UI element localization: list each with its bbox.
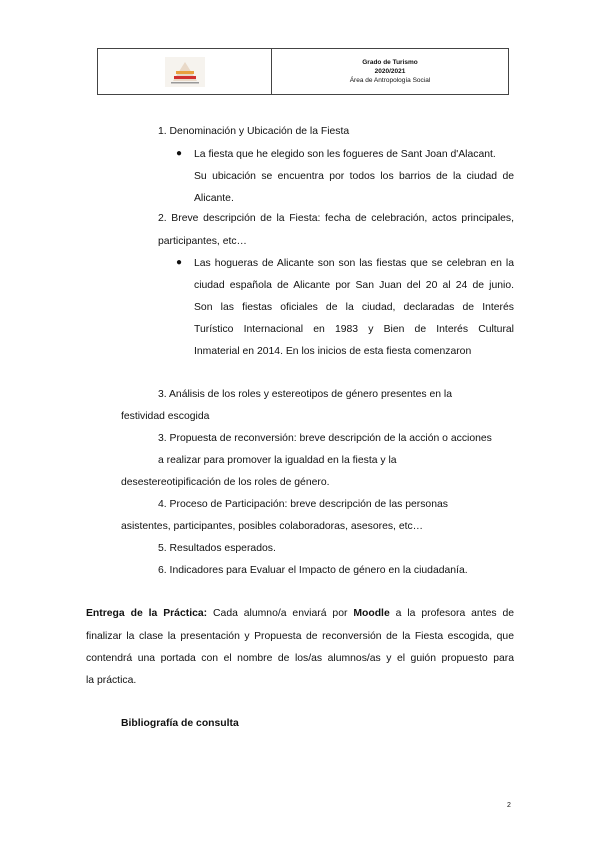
delivery-line-4: la práctica. [86, 675, 137, 686]
item-1: 1. Denominación y Ubicación de la Fiesta [158, 126, 350, 137]
delivery-line-3: contendrá una portada con el nombre de los/as alumnos/as y el guión propuesto para [86, 653, 514, 664]
item-3b-line-1: 3. Propuesta de reconversión: breve descripción de la acción o acciones [158, 433, 492, 444]
item-4-line-1: 4. Proceso de Participación: breve descripción de las personas [158, 499, 448, 510]
item-3b-line-2: a realizar para promover la igualdad en la fiesta y la [158, 455, 397, 466]
item-2-line-2: participantes, etc… [158, 236, 247, 247]
logo-icon [165, 57, 205, 87]
bullet-1-line-1: La fiesta que he elegido son les fogueres de Sant Joan d'Alacant. [194, 149, 496, 160]
bullet-2-line-2: ciudad española de Alicante por San Juan del 20 al 24 de junio. [194, 280, 514, 291]
delivery-line-1 [86, 607, 514, 621]
bullet-icon: ● [176, 257, 183, 268]
delivery-text-b: a la profesora antes de [395, 608, 515, 619]
item-3b-line-3: desestereotipificación de los roles de género. [121, 477, 330, 488]
department-area: Área de Antropología Social [349, 77, 431, 84]
university-logo [98, 49, 272, 94]
item-6: 6. Indicadores para Evaluar el Impacto de género en la ciudadanía. [158, 565, 468, 576]
bullet-1-line-2: Su ubicación se encuentra por todos los barrios de la ciudad de [194, 171, 514, 182]
delivery-label: Entrega de la Práctica: [86, 608, 208, 619]
bullet-2-line-5: Inmaterial en 2014. En los inicios de esta fiesta comenzaron [194, 346, 472, 357]
bullet-2-line-3: Son las fiestas oficiales de la ciudad, declaradas de Interés [194, 302, 514, 313]
moodle-label: Moodle [353, 608, 390, 619]
page-number: 2 [507, 802, 511, 809]
bibliography-heading: Bibliografía de consulta [121, 718, 239, 729]
delivery-text-a: Cada alumno/a enviará por [213, 608, 348, 619]
item-4-line-2: asistentes, participantes, posibles colaboradoras, asesores, etc… [121, 521, 424, 532]
item-3-line-1: 3. Análisis de los roles y estereotipos de género presentes en la [158, 389, 453, 400]
bullet-2-line-1: Las hogueras de Alicante son son las fiestas que se celebran en la [194, 258, 514, 269]
page-header [97, 48, 509, 95]
academic-year: 2020/2021 [374, 68, 406, 75]
bullet-1-line-3: Alicante. [194, 193, 234, 204]
item-3-line-2: festividad escogida [121, 411, 210, 422]
bullet-2-line-4: Turístico Internacional en 1983 y Bien de Interés Cultural [194, 324, 514, 335]
degree-title: Grado de Turismo [362, 59, 418, 66]
item-5: 5. Resultados esperados. [158, 543, 276, 554]
header-info [272, 49, 508, 94]
delivery-line-2: finalizar la clase la presentación y Propuesta de reconversión de la Fiesta escogida, que [86, 631, 514, 642]
item-2-line-1: 2. Breve descripción de la Fiesta: fecha de celebración, actos principales, [158, 213, 514, 224]
bullet-icon: ● [176, 148, 183, 159]
